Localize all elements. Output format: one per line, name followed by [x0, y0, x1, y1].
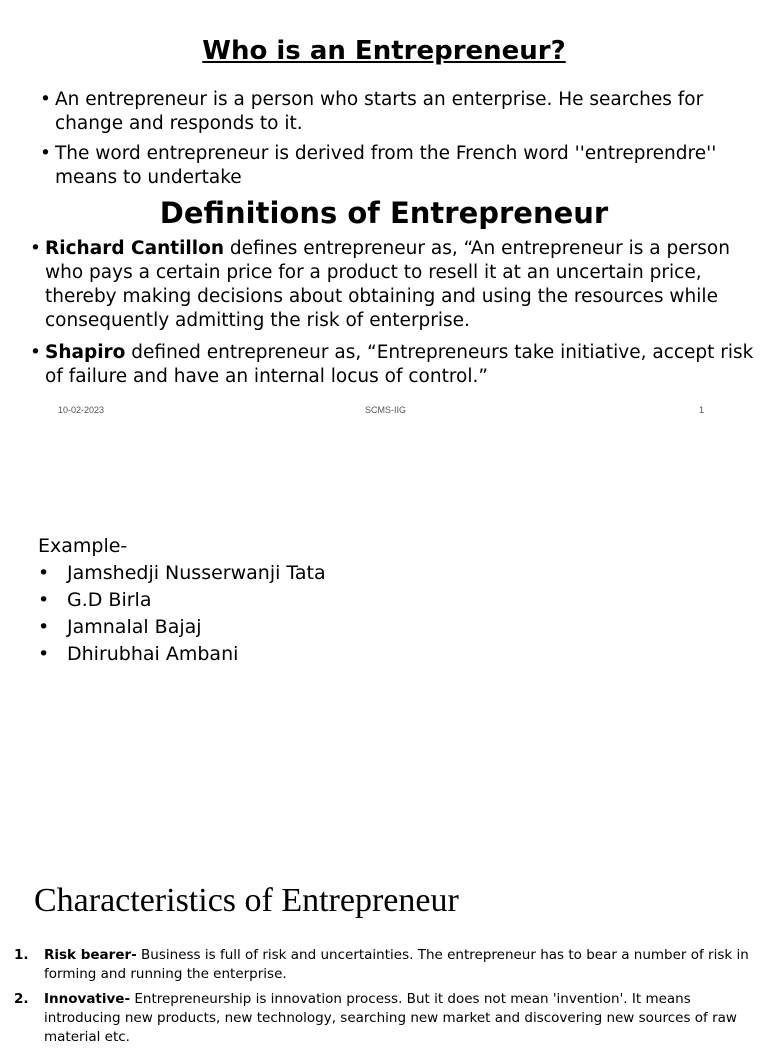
definition-author: Shapiro: [45, 342, 126, 363]
item-term: Innovative-: [44, 991, 131, 1007]
slide-title: Who is an Entrepreneur?: [202, 36, 566, 66]
example-label: Example-: [38, 535, 128, 557]
footer-page-number: 1: [699, 405, 705, 415]
definition-text: defines entrepreneur as, “An entrepreneur is a person who pays a certain price for a product to resell it at an uncertain price, thereby making decisions about obtaining and using the resources while consequently admitting the risk of enterprise.: [45, 238, 730, 331]
intro-bullet-list: [40, 88, 745, 196]
footer-date: 10-02-2023: [58, 405, 105, 415]
slide-characteristics: [0, 850, 768, 1045]
definition-author: Richard Cantillon: [45, 238, 224, 259]
list-item: [30, 341, 763, 389]
list-item: [14, 990, 759, 1047]
definition-text: defined entrepreneur as, “Entrepreneurs take initiative, accept risk of failure and have an internal locus of control.”: [45, 342, 754, 387]
bullet-icon: •: [40, 89, 51, 110]
list-item: • Jamshedji Nusserwanji Tata: [38, 560, 326, 587]
bullet-icon: •: [38, 616, 50, 638]
characteristics-heading: Characteristics of Entrepreneur: [34, 882, 459, 919]
bullet-icon: •: [40, 143, 51, 164]
bullet-icon: •: [38, 643, 50, 665]
list-item: • G.D Birla: [38, 587, 326, 614]
list-item: • An entrepreneur is a person who starts an enterprise. He searches for change and responds to it.: [40, 89, 704, 134]
characteristics-list: [14, 946, 759, 1053]
definitions-heading: Definitions of Entrepreneur: [159, 196, 609, 230]
bullet-icon: •: [38, 589, 50, 611]
item-number: 2.: [14, 991, 29, 1007]
slide-examples: [0, 430, 768, 850]
bullet-icon: •: [30, 238, 41, 259]
definitions-list: [30, 237, 763, 397]
example-list: [38, 560, 326, 668]
item-term: Risk bearer-: [44, 947, 137, 963]
list-item: • The word entrepreneur is derived from the French word ''entreprendre'' means to undertake: [40, 143, 717, 188]
item-text: Entrepreneurship is innovation process. But it does not mean 'invention'. It means introducing new products, new technology, searching new market and discovering new sources of raw material etc.: [44, 991, 737, 1045]
slide-who-is-entrepreneur: [0, 0, 768, 430]
footer-center: SCMS-IIG: [365, 405, 407, 415]
list-item: [14, 946, 759, 984]
list-item: • Dhirubhai Ambani: [38, 641, 326, 668]
list-item: • Jamnalal Bajaj: [38, 614, 326, 641]
bullet-icon: •: [38, 562, 50, 584]
item-text: Business is full of risk and uncertainties. The entrepreneur has to bear a number of risk in forming and running the enterprise.: [44, 947, 749, 982]
bullet-icon: •: [30, 342, 41, 363]
item-number: 1.: [14, 947, 29, 963]
list-item: [30, 237, 763, 333]
